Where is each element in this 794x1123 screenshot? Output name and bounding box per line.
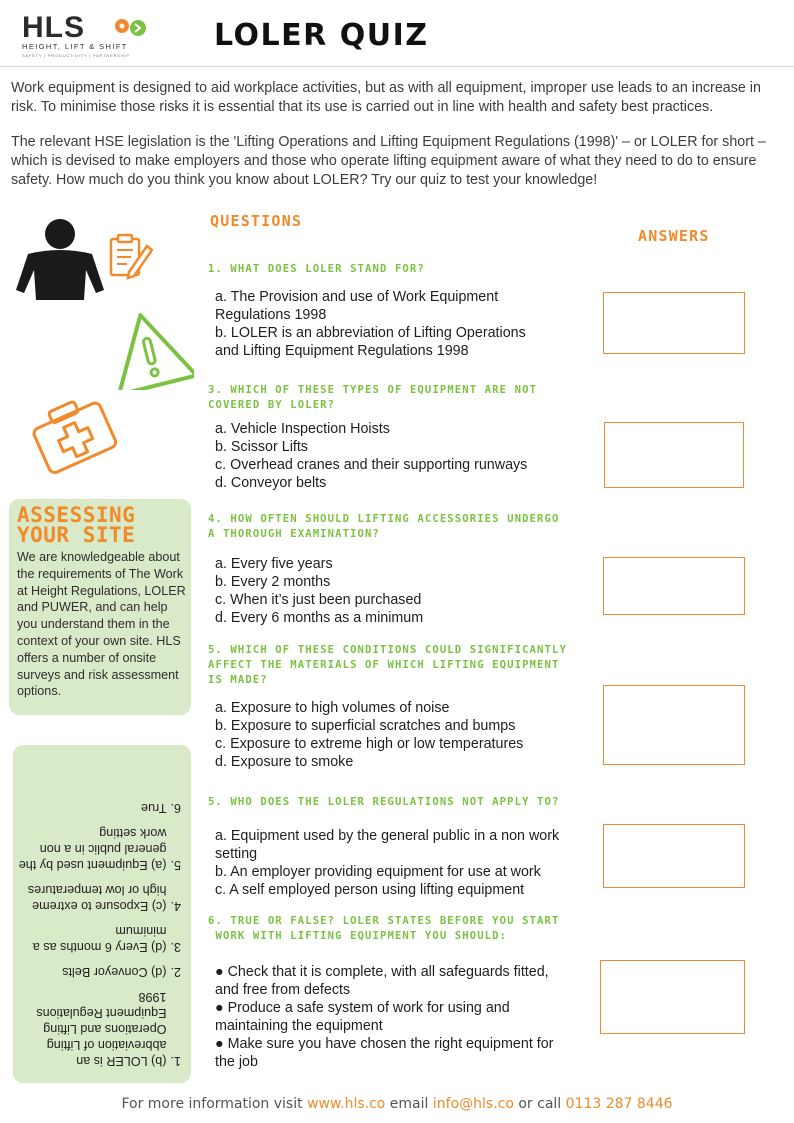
questions-heading: QUESTIONS [210, 212, 303, 230]
assessing-site-panel [9, 499, 191, 715]
footer-email-label: email [385, 1096, 433, 1112]
question-4-options: a. Exposure to high volumes of noise b. Exposure to superficial scratches and bumps c. Exposure to extreme high or low temperatures d. Exposure to smoke [215, 700, 524, 770]
question-4-heading: 5. WHICH OF THESE CONDITIONS COULD SIGNIFICANTLY AFFECT THE MATERIALS OF WHICH LIFTING EQUIPMENT IS MADE? [208, 644, 567, 686]
answer-key-rotated [13, 745, 191, 1083]
answer-key-item: 5. (a) Equipment used by the general public in a non work setting [18, 826, 181, 872]
answer-box-5[interactable] [603, 824, 745, 888]
question-2-options: a. Vehicle Inspection Hoists b. Scissor Lifts c. Overhead cranes and their supporting runways d. Conveyor belts [215, 421, 528, 491]
answer-box-2[interactable] [604, 422, 744, 488]
answer-key-item: 1. (b) LOLER is an abbreviation of Lifting Operations and Lifting Equipment Regulations 1998 [36, 990, 181, 1068]
logo-mark-icon [110, 14, 150, 44]
question-3-heading: 4. HOW OFTEN SHOULD LIFTING ACCESSORIES UNDERGO A THOROUGH EXAMINATION? [208, 513, 560, 540]
assessing-body: We are knowledgeable about the requirements of The Work at Height Regulations, LOLER and PUWER, and can help you understand them in the context of your own site. HLS offers a number of onsite surveys and risk assessment options. [17, 550, 186, 699]
footer-prefix: For more information visit [121, 1096, 308, 1112]
assessing-title: ASSESSING YOUR SITE [17, 503, 136, 547]
clipboard-pencil-icon [107, 232, 153, 280]
answer-box-3[interactable] [603, 557, 745, 615]
question-1-options: a. The Provision and use of Work Equipment Regulations 1998 b. LOLER is an abbreviation of Lifting Operations and Lifting Equipment Regulations 1998 [215, 289, 526, 359]
answer-box-4[interactable] [603, 685, 745, 765]
header-divider [0, 66, 794, 67]
answer-box-1[interactable] [603, 292, 745, 354]
intro-paragraph-2: The relevant HSE legislation is the 'Lifting Operations and Lifting Equipment Regulations (1998)' – or LOLER for short – which is devised to make employers and those who operate lifting equipment aware of what they need to do to ensure safety. How much do you think you know about LOLER? Try our quiz to test your knowledge! [11, 134, 766, 188]
first-aid-kit-icon [26, 392, 122, 476]
logo-subtitle: HEIGHT, LIFT & SHIFT [22, 42, 128, 51]
question-3-options: a. Every five years b. Every 2 months c. When it’s just been purchased d. Every 6 months as a minimum [215, 556, 424, 626]
question-5-options: a. Equipment used by the general public in a non work setting b. An employer providing equipment for use at work c. A self employed person using lifting equipment [215, 828, 560, 898]
phone-link[interactable]: 0113 287 8446 [565, 1096, 673, 1112]
website-link[interactable]: www.hls.co [307, 1096, 386, 1112]
question-2-heading: 3. WHICH OF THESE TYPES OF EQUIPMENT ARE NOT COVERED BY LOLER? [208, 384, 538, 411]
logo-text: HLS [22, 11, 85, 44]
question-6-heading: 6. TRUE OR FALSE? LOLER STATES BEFORE YOU START WORK WITH LIFTING EQUIPMENT YOU SHOULD: [208, 915, 560, 942]
footer-call-label: or call [513, 1096, 566, 1112]
footer-contact [0, 1096, 794, 1112]
warning-triangle-icon [106, 310, 194, 390]
question-1-heading: 1. WHAT DOES LOLER STAND FOR? [208, 263, 425, 275]
question-6-options: ● Check that it is complete, with all safeguards fitted, and free from defects ● Produce a safe system of work for using and maintaining the equipment ● Make sure you have chosen the right equipment for the job [215, 964, 554, 1070]
logo-tagline: SAFETY | PRODUCTIVITY | PARTNERSHIP [22, 53, 130, 58]
page-title: LOLER QUIZ [214, 18, 429, 53]
email-link[interactable]: info@hls.co [432, 1096, 514, 1112]
answer-key-item: 2. (d) Conveyor Belts [62, 965, 181, 979]
answer-key-item: 4. (c) Exposure to extreme high or low temperatures [27, 883, 181, 913]
answers-heading: ANSWERS [638, 227, 710, 245]
answer-key-item: 6. True [141, 801, 181, 815]
answer-key-item: 3. (d) Every 6 months as a minimum [32, 924, 181, 954]
answer-key-panel [13, 745, 191, 1083]
answer-box-6[interactable] [600, 960, 745, 1034]
question-5-heading: 5. WHO DOES THE LOLER REGULATIONS NOT APPLY TO? [208, 796, 560, 808]
person-icon [10, 218, 110, 300]
answer-key-list [15, 791, 181, 1069]
intro-paragraph-1: Work equipment is designed to aid workplace activities, but as with all equipment, improper use leads to an increase in risk. To minimise those risks it is essential that its use is carried out in line with health and safety best practices. [11, 80, 761, 115]
hls-logo [22, 12, 142, 58]
